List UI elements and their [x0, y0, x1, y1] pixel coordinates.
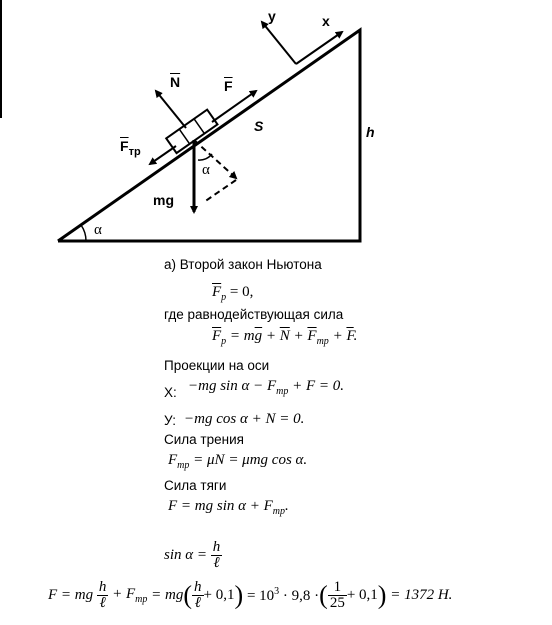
eq-sin-alpha: sin α = $\frac{h}{\text{ℓ}}$	[164, 539, 221, 571]
height-h-label: h	[366, 124, 375, 140]
heading: а) Второй закон Ньютона	[164, 257, 322, 272]
friction-title: Сила трения	[164, 432, 244, 447]
distance-S-label: S	[254, 118, 264, 134]
eq-y-projection: −mg cos α + N = 0.	[184, 411, 305, 427]
traction-title: Сила тяги	[164, 478, 227, 493]
incline-triangle	[58, 30, 360, 241]
x-projection-label: Х:	[164, 385, 177, 400]
y-axis	[262, 22, 296, 64]
y-axis-label: y	[268, 8, 276, 24]
eq-traction: F = mg $\sin \alpha + F_{тр}$.	[168, 498, 289, 517]
eq-friction: $F_{тр} = \mu N = \mu mg$ cos α.	[168, 452, 308, 471]
eq-resultant-sum: $\overline{F}_p = m\overline{g} + \overline{N} + \overline{F}_{тр} + \overline{F}$.	[212, 328, 358, 347]
alpha-load-label: α	[202, 162, 210, 178]
y-projection-label: У:	[164, 413, 177, 428]
weight-label: mg	[153, 192, 174, 208]
force-F-label: $\overline{F}$	[224, 78, 233, 94]
eq-x-projection: −mg $\sin \alpha - F_{тр} + F = 0$.	[188, 378, 345, 397]
eq-resultant-zero: $\overline{F}_p = 0$,	[212, 284, 254, 303]
where-text: где равнодействующая сила	[164, 307, 344, 322]
dashed-parallel-component	[204, 180, 236, 202]
dashed-normal-component	[194, 140, 236, 178]
incline-diagram	[0, 0, 552, 260]
alpha-base-label: α	[94, 222, 102, 238]
force-N-arrow	[156, 91, 186, 128]
x-axis-label: x	[322, 13, 330, 29]
force-N-label: $\overline{N}$	[170, 74, 181, 90]
eq-final: F = mg $\frac{h}{\text{ℓ}}$ + $F_{тр} = mg$( $\frac{h}{\text{ℓ}}$ + $0,1) = 10^3 \cdot 9,8$ ·( $\frac{1}{25}$ + 0,1) = 1372 Н.	[48, 579, 453, 611]
projections-title: Проекции на оси	[164, 358, 270, 373]
base-angle-arc	[81, 225, 86, 241]
force-Ftr-label: $\overline{F}_{тр}$	[120, 138, 141, 158]
